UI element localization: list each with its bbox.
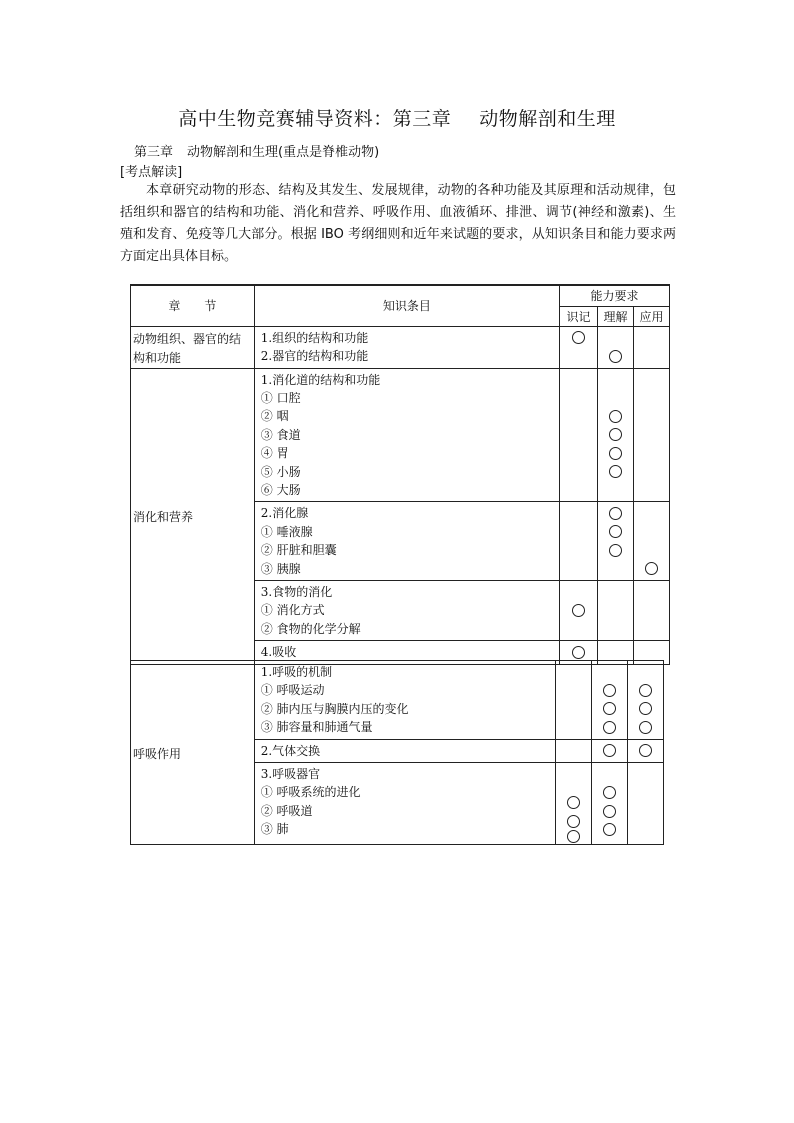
- knowledge-item: 1.消化道的结构和功能: [260, 372, 381, 387]
- knowledge-item: 1.呼吸的机制: [260, 665, 333, 679]
- header-ability: 能力要求: [560, 285, 670, 306]
- knowledge-item: 2.气体交换: [260, 743, 321, 758]
- knowledge-item: ① 呼吸运动: [260, 683, 325, 698]
- circle-mark-icon: [567, 830, 580, 843]
- knowledge-cell: [254, 502, 559, 581]
- curriculum-table-part1: [130, 284, 670, 665]
- understand-cell: [598, 502, 634, 581]
- chapter-cell: 呼吸作用: [131, 661, 255, 845]
- circle-mark-icon: [639, 684, 652, 697]
- circle-mark-icon: [603, 805, 616, 818]
- recall-cell: [556, 661, 592, 740]
- apply-cell: [628, 661, 664, 740]
- knowledge-item: ③ 肺容量和肺通气量: [260, 720, 373, 735]
- header-knowledge: 知识条目: [254, 285, 559, 326]
- circle-mark-icon: [609, 507, 622, 520]
- knowledge-item: 3.呼吸器官: [260, 767, 321, 782]
- header-understand: 理解: [598, 306, 634, 326]
- knowledge-cell: [254, 580, 559, 640]
- knowledge-item: 2.器官的结构和功能: [260, 348, 369, 363]
- knowledge-item: ① 呼吸系统的进化: [260, 785, 361, 800]
- knowledge-item: 3.食物的消化: [260, 584, 333, 599]
- circle-mark-icon: [603, 744, 616, 757]
- recall-cell: [560, 502, 598, 581]
- knowledge-item: ② 咽: [260, 409, 289, 424]
- circle-mark-icon: [609, 447, 622, 460]
- knowledge-item: 1.组织的结构和功能: [260, 330, 369, 345]
- recall-cell: [560, 368, 598, 502]
- knowledge-item: ② 食物的化学分解: [260, 621, 361, 636]
- understand-cell: [592, 763, 628, 845]
- knowledge-cell: [254, 661, 555, 740]
- circle-mark-icon: [609, 465, 622, 478]
- knowledge-cell: [254, 763, 555, 845]
- circle-mark-icon: [572, 604, 585, 617]
- page-title: 高中生物竞赛辅导资料：第三章 动物解剖和生理: [178, 108, 616, 130]
- header-apply: 应用: [634, 306, 670, 326]
- circle-mark-icon: [572, 646, 585, 659]
- knowledge-item: ⑥ 大肠: [260, 482, 301, 497]
- apply-cell: [634, 580, 670, 640]
- knowledge-cell: [254, 368, 559, 502]
- knowledge-item: ② 呼吸道: [260, 803, 313, 818]
- recall-cell: [560, 326, 598, 368]
- circle-mark-icon: [609, 525, 622, 538]
- header-chapter: 章 节: [131, 285, 255, 326]
- circle-mark-icon: [572, 331, 585, 344]
- chapter-cell: 消化和营养: [131, 368, 255, 665]
- circle-mark-icon: [603, 684, 616, 697]
- circle-mark-icon: [609, 544, 622, 557]
- knowledge-item: ① 唾液腺: [260, 524, 313, 539]
- recall-cell: [556, 739, 592, 762]
- knowledge-item: ① 口腔: [260, 390, 301, 405]
- knowledge-item: ③ 食道: [260, 427, 301, 442]
- curriculum-table-part2: [130, 660, 664, 845]
- apply-cell: [634, 326, 670, 368]
- knowledge-item: 2.消化腺: [260, 506, 309, 521]
- circle-mark-icon: [609, 350, 622, 363]
- circle-mark-icon: [645, 562, 658, 575]
- apply-cell: [628, 739, 664, 762]
- intro-paragraph: 本章研究动物的形态、结构及其发生、发展规律，动物的各种功能及其原理和活动规律，包括组织和器官的结构和功能、消化和营养、呼吸作用、血液循环、排泄、调节(神经和激素)、生殖和发育、免疫等几大部分。根据 IBO 考纲细则和近年来试题的要求，从知识条目和能力要求两方面定出具体目标。: [120, 183, 676, 264]
- knowledge-item: ④ 胃: [260, 446, 289, 461]
- recall-cell: [556, 763, 592, 845]
- knowledge-cell: [254, 739, 555, 762]
- circle-mark-icon: [603, 721, 616, 734]
- recall-cell: [560, 580, 598, 640]
- circle-mark-icon: [639, 744, 652, 757]
- section-label: [考点解读]: [120, 165, 183, 180]
- circle-mark-icon: [609, 428, 622, 441]
- header-recall: 识记: [560, 306, 598, 326]
- understand-cell: [598, 580, 634, 640]
- knowledge-item: ③ 胰腺: [260, 561, 301, 576]
- knowledge-item: ② 肝脏和胆囊: [260, 543, 337, 558]
- chapter-subtitle: 第三章 动物解剖和生理(重点是脊椎动物): [134, 145, 380, 160]
- circle-mark-icon: [639, 721, 652, 734]
- circle-mark-icon: [603, 823, 616, 836]
- circle-mark-icon: [609, 410, 622, 423]
- chapter-cell: 动物组织、器官的结构和功能: [131, 326, 255, 368]
- circle-mark-icon: [603, 702, 616, 715]
- apply-cell: [634, 502, 670, 581]
- understand-cell: [598, 326, 634, 368]
- understand-cell: [592, 661, 628, 740]
- apply-cell: [628, 763, 664, 845]
- understand-cell: [592, 739, 628, 762]
- understand-cell: [598, 368, 634, 502]
- knowledge-item: ③ 肺: [260, 822, 289, 837]
- circle-mark-icon: [639, 702, 652, 715]
- circle-mark-icon: [603, 786, 616, 799]
- knowledge-item: ② 肺内压与胸膜内压的变化: [260, 701, 409, 716]
- knowledge-item: ① 消化方式: [260, 603, 325, 618]
- knowledge-item: ⑤ 小肠: [260, 464, 301, 479]
- circle-mark-icon: [567, 796, 580, 809]
- knowledge-cell: [254, 326, 559, 368]
- apply-cell: [634, 368, 670, 502]
- knowledge-item: 4.吸收: [260, 645, 297, 660]
- circle-mark-icon: [567, 815, 580, 828]
